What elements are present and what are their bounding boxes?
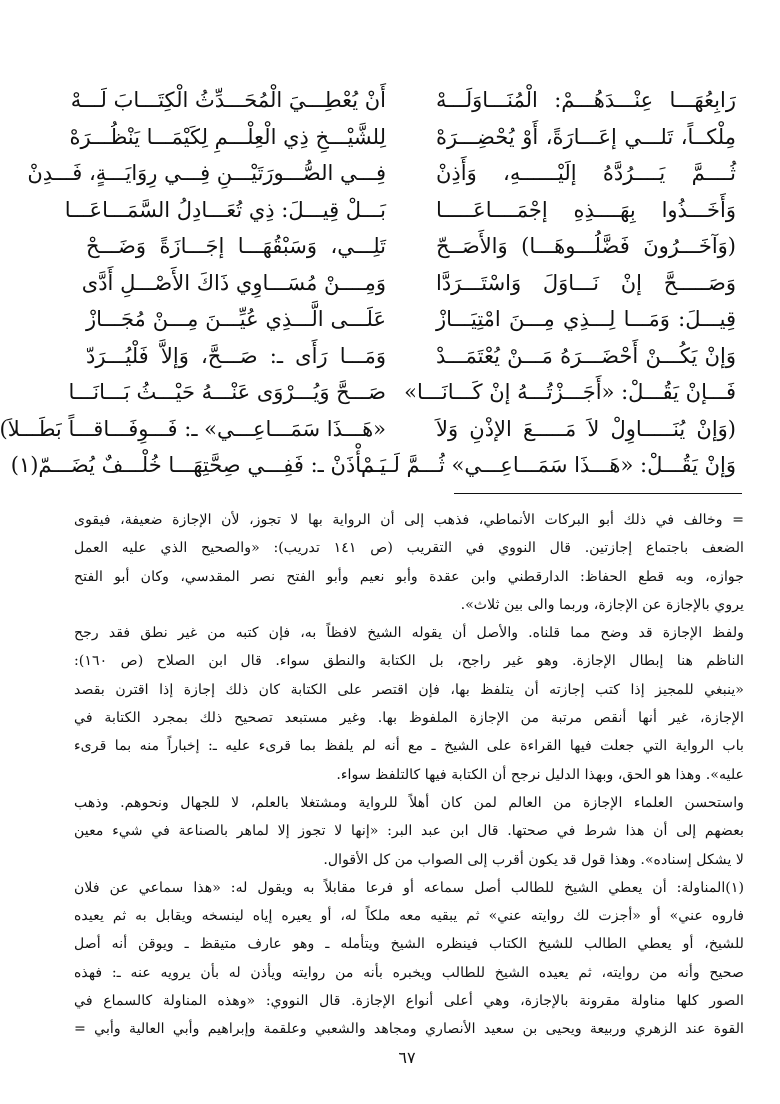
- verse-hemistich: وَصَـــــحَّ إنْ نَـــاوَلَ وَاسْتَـــرَدَّا: [436, 270, 736, 295]
- footnote-line: عليه». وهذا هو الحق، وبهذا الدليل نرجح أن الكتابة فيها كالتلفظ سواء.: [336, 766, 744, 783]
- verse-hemistich: قِيـــلَ: وَمَـــا لِـــذِي مِـــنَ امْتِيَـــازْ: [436, 307, 736, 331]
- footnote-line: الضعف باجتماع إجازتين. قال النووي في التقريب (ص ١٤١ تدريب): «والصحيح الذي عليه العمل: [74, 540, 744, 557]
- footnote-line: صحيح وأنه من روايته، ثم يعيده الشيخ للطالب ويخبره بأنه من روايته ويأذن له بأن يرويه عنه ـ: فهذه: [74, 964, 744, 981]
- verse-hemistich: وَإنْ يَقُـــلْ: «هَـــذَا سَمَـــاعِـــي» ثُـــمَّ لَـــمْ: [361, 453, 736, 477]
- footnote-line: ولفظ الإجازة قد وضح مما قلناه. والأصل أن يقوله الشيخ لافظاً به، فإن كتبه من غير نطق فقد رجح: [74, 625, 744, 642]
- verse-hemistich: (وَإنْ يُنَـــــاوِلْ لاَ مَـــــعَ الإذْنِ وَلاَ: [436, 416, 736, 441]
- footnote-line: جوازه، وبه قطع الحفاظ: الدارقطني وابن عقدة وأبو نعيم وأبو الفتح نصر المقدسي، وكان أبو الفتح: [74, 568, 744, 585]
- footnote-line: لا يشكل إسناده». وهذا قول قد يكون أقرب إلى الصواب من كل الأقوال.: [323, 851, 744, 868]
- poem-left-column: [0, 82, 386, 484]
- footnote-paragraph: [74, 506, 744, 619]
- verse-hemistich: وَمَـــا رَأَى ـ: صَـــحَّ، وَإلاَّ فَلْيُـــرَدّ: [86, 343, 386, 368]
- verse-hemistich: ثُــــمَّ يَــــرُدَّهُ إلَيْــــــهِ، وَأَذِنْ: [436, 161, 736, 185]
- page-number: ٦٧: [398, 1048, 416, 1067]
- verse-hemistich: «هَـــذَا سَمَـــاعِـــي» ـ: فَـــوِفَـــاقـــاً بَطَـــلاَ): [0, 416, 386, 441]
- verse-hemistich: صَـــحَّ وَيُـــرْوَى عَنْـــهُ حَيْـــثُ بَـــانَـــا: [68, 380, 386, 404]
- footnote-line: للشيخ، أو يعطي الطالب للشيخ الكتاب فينظره الشيخ ويتأمله ـ وهو عارف متيقظ ـ ويوقن أنه أصل: [74, 936, 744, 953]
- footnote-paragraph: [74, 874, 744, 1044]
- footnote-line: الإجازة، غير أنها أنقص مرتبة من الإجازة الملفوظ بها. وغير مستبعد تصحيح ذلك بمجرد الكتابة في: [74, 710, 744, 727]
- footnote-separator: [454, 493, 742, 494]
- verse-hemistich: بَـــلْ قِيـــلَ: ذِي تُعَـــادِلُ السَّمَـــاعَـــا: [64, 197, 386, 222]
- verse-hemistich: فِـــي الصُّـــورَتَيْـــنِ فِـــي رِوَايَـــةٍ، فَـــدِنْ: [27, 161, 386, 185]
- verse-hemistich: أَنْ يُعْطِـــيَ الْمُحَـــدِّثُ الْكِتَـــابَ لَـــهْ: [70, 88, 386, 112]
- verse-hemistich: تَلِـــي، وَسَبْقُهَـــا إجَـــازَةً وَضَـــحْ: [86, 234, 386, 258]
- footnote-line: فاروه عني» أو «أجزت لك روايته عني» ثم يبقيه معه ملكاً له، أو يعيره إياه لينسخه ويقابل به ثم يعيده: [74, 908, 744, 925]
- verse-hemistich: مِلْكــاً، تَلـــي إعَـــارَةً، أَوْ يُحْضِـــرَهْ: [436, 124, 736, 149]
- footnotes: [74, 506, 744, 1044]
- verse-hemistich: لِلشَّيْـــخِ ذِي الْعِلْـــمِ لِكَيْمَـــا يَنْظُـــرَهْ: [69, 124, 386, 149]
- footnote-line: الناظم هنا إبطال الإجازة. وهو غير راجح، بل الكتابة والنطق سواء. قال ابن الصلاح (ص ١٦٠):: [74, 653, 744, 670]
- verse-hemistich: وَإنْ يَكُـــنْ أَحْضَـــرَهُ مَـــنْ يُعْتَمَـــدْ: [436, 343, 736, 368]
- verse-hemistich: (وَآخَـــرُونَ فَضَّلُـــوهَـــا) وَالأَصَــحّ: [436, 234, 736, 258]
- verse-hemistich: فَـــإنْ يَقُـــلْ: «أَجَـــزْتُـــهُ إنْ كَـــانَـــا»: [404, 380, 736, 404]
- poem-block: [0, 82, 736, 482]
- footnote-line: الصور كلها مناولة مقرونة بالإجازة، وهي أعلى أنواع الإجازة. قال النووي: «وهذه المناولة كالسماع في: [74, 993, 744, 1010]
- footnote-paragraph: [74, 789, 744, 874]
- footnote-line: القوة عند الزهري وربيعة ويحيى بن سعيد الأنصاري ومجاهد والشعبي وعلقمة وإبراهيم وأبي العالية وأبي =: [74, 1021, 744, 1038]
- verse-hemistich: عَلَـــى الَّـــذِي عُيِّـــنَ مِـــنْ مُجَـــازْ: [86, 307, 386, 331]
- verse-hemistich: يَـــأْذَنْ ـ: فَفِـــي صِحَّتِهَـــا خُلْـــفٌ يُضَـــمّ(١): [10, 453, 386, 477]
- footnote-line: باب الرواية التي جعلت فيها القراءة على الشيخ ـ مع أنه لم يلفظ بما قرىء عليه ـ: إخباراً منه بما قرىء: [74, 738, 744, 755]
- footnote-line: بعضهم إلى أن هذا شرط في صحتها. قال ابن عبد البر: «إنها لا تجوز إلا لماهر بالصناعة في شيء معين: [74, 823, 744, 840]
- footnote-line: واستحسن العلماء الإجازة من العالم لمن كان أهلاً للرواية ومشتغلا بالعلم، لا للجهال ونحوهم. وذهب: [74, 794, 744, 811]
- verse-hemistich: رَابِعُهَـــا عِنْـــدَهُـــمْ: الْمُنَـــاوَلَـــهْ: [436, 88, 736, 112]
- footnote-line: (١)المناولة: أن يعطي الشيخ للطالب أصل سماعه أو فرعا مقابلاً به ويقول له: «هذا سماعي عن فلان: [74, 879, 744, 896]
- verse-hemistich: وَمِــــنْ مُسَـــاوِي ذَاكَ الأَصْـــلِ أَدَّى: [81, 270, 386, 295]
- footnote-line: «ينبغي للمجيز إذا كتب إجازته أن يتلفظ بها، فإن اقتصر على الكتابة كان ذلك إجازة إذا اقترن بقصد: [74, 681, 744, 698]
- footnote-line: يروي بالإجازة عن الإجازة، وربما والى بين ثلاث».: [460, 596, 744, 613]
- footnote-paragraph: [74, 619, 744, 789]
- poem-right-column: [361, 82, 736, 484]
- footnote-line: = وخالف في ذلك أبو البركات الأنماطي، فذهب إلى أن الرواية بها لا تجوز، لأن الإجازة ضعيفة، فيقوى: [74, 512, 744, 528]
- verse-hemistich: وَأَخَـــذُوا بِهَــــذِهِ إجْمَــــاعَـــــا: [436, 197, 736, 222]
